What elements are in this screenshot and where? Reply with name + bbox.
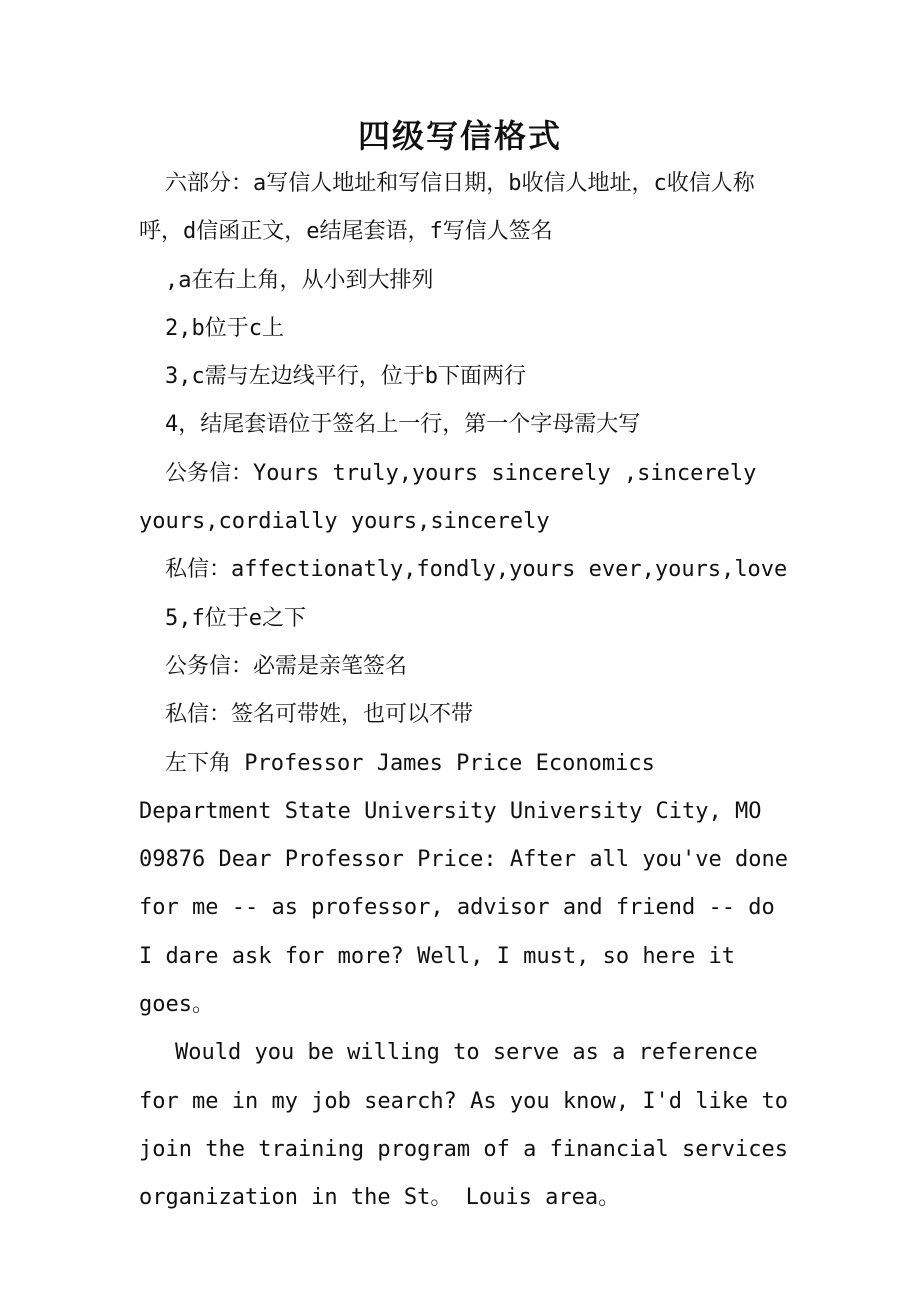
paragraph-rule-c: 3,c需与左边线平行，位于b下面两行 bbox=[165, 364, 526, 390]
paragraph-personal-closings: 私信：affectionatly,fondly,yours ever,yours,love bbox=[165, 557, 788, 583]
paragraph-parts-overview: 六部分：a写信人地址和写信日期，b收信人地址，c收信人称呼，d信函正文，e结尾套语，f写信人签名 bbox=[139, 171, 755, 245]
paragraph-sample-letter-body: Would you be willing to serve as a reference for me in my job search? As you know, I'd like to join the training program of a financial services organization in the St。 Louis area。 bbox=[139, 1040, 789, 1211]
paragraph-rule-b: 2,b位于c上 bbox=[165, 315, 284, 341]
document-body bbox=[139, 160, 789, 1223]
paragraph-personal-signature: 私信：签名可带姓，也可以不带 bbox=[165, 702, 474, 728]
paragraph-business-signature: 公务信：必需是亲笔签名 bbox=[165, 653, 408, 679]
paragraph-rule-f: 5,f位于e之下 bbox=[165, 605, 306, 631]
paragraph-rule-closing: 4，结尾套语位于签名上一行，第一个字母需大写 bbox=[165, 412, 641, 438]
paragraph-rule-a: ,a在右上角，从小到大排列 bbox=[165, 267, 434, 293]
paragraph-business-closings: 公务信：Yours truly,yours sincerely ,sincerely yours,cordially yours,sincerely bbox=[139, 460, 757, 535]
paragraph-sample-letter-opening: 左下角 Professor James Price Economics Department State University University City, MO 09876 Dear Professor Price: After all you've done for me -- as professor, advisor and friend -- do I dare ask for more? Well, I must, so here it goes。 bbox=[139, 750, 789, 1018]
document-title: 四级写信格式 bbox=[357, 117, 562, 155]
